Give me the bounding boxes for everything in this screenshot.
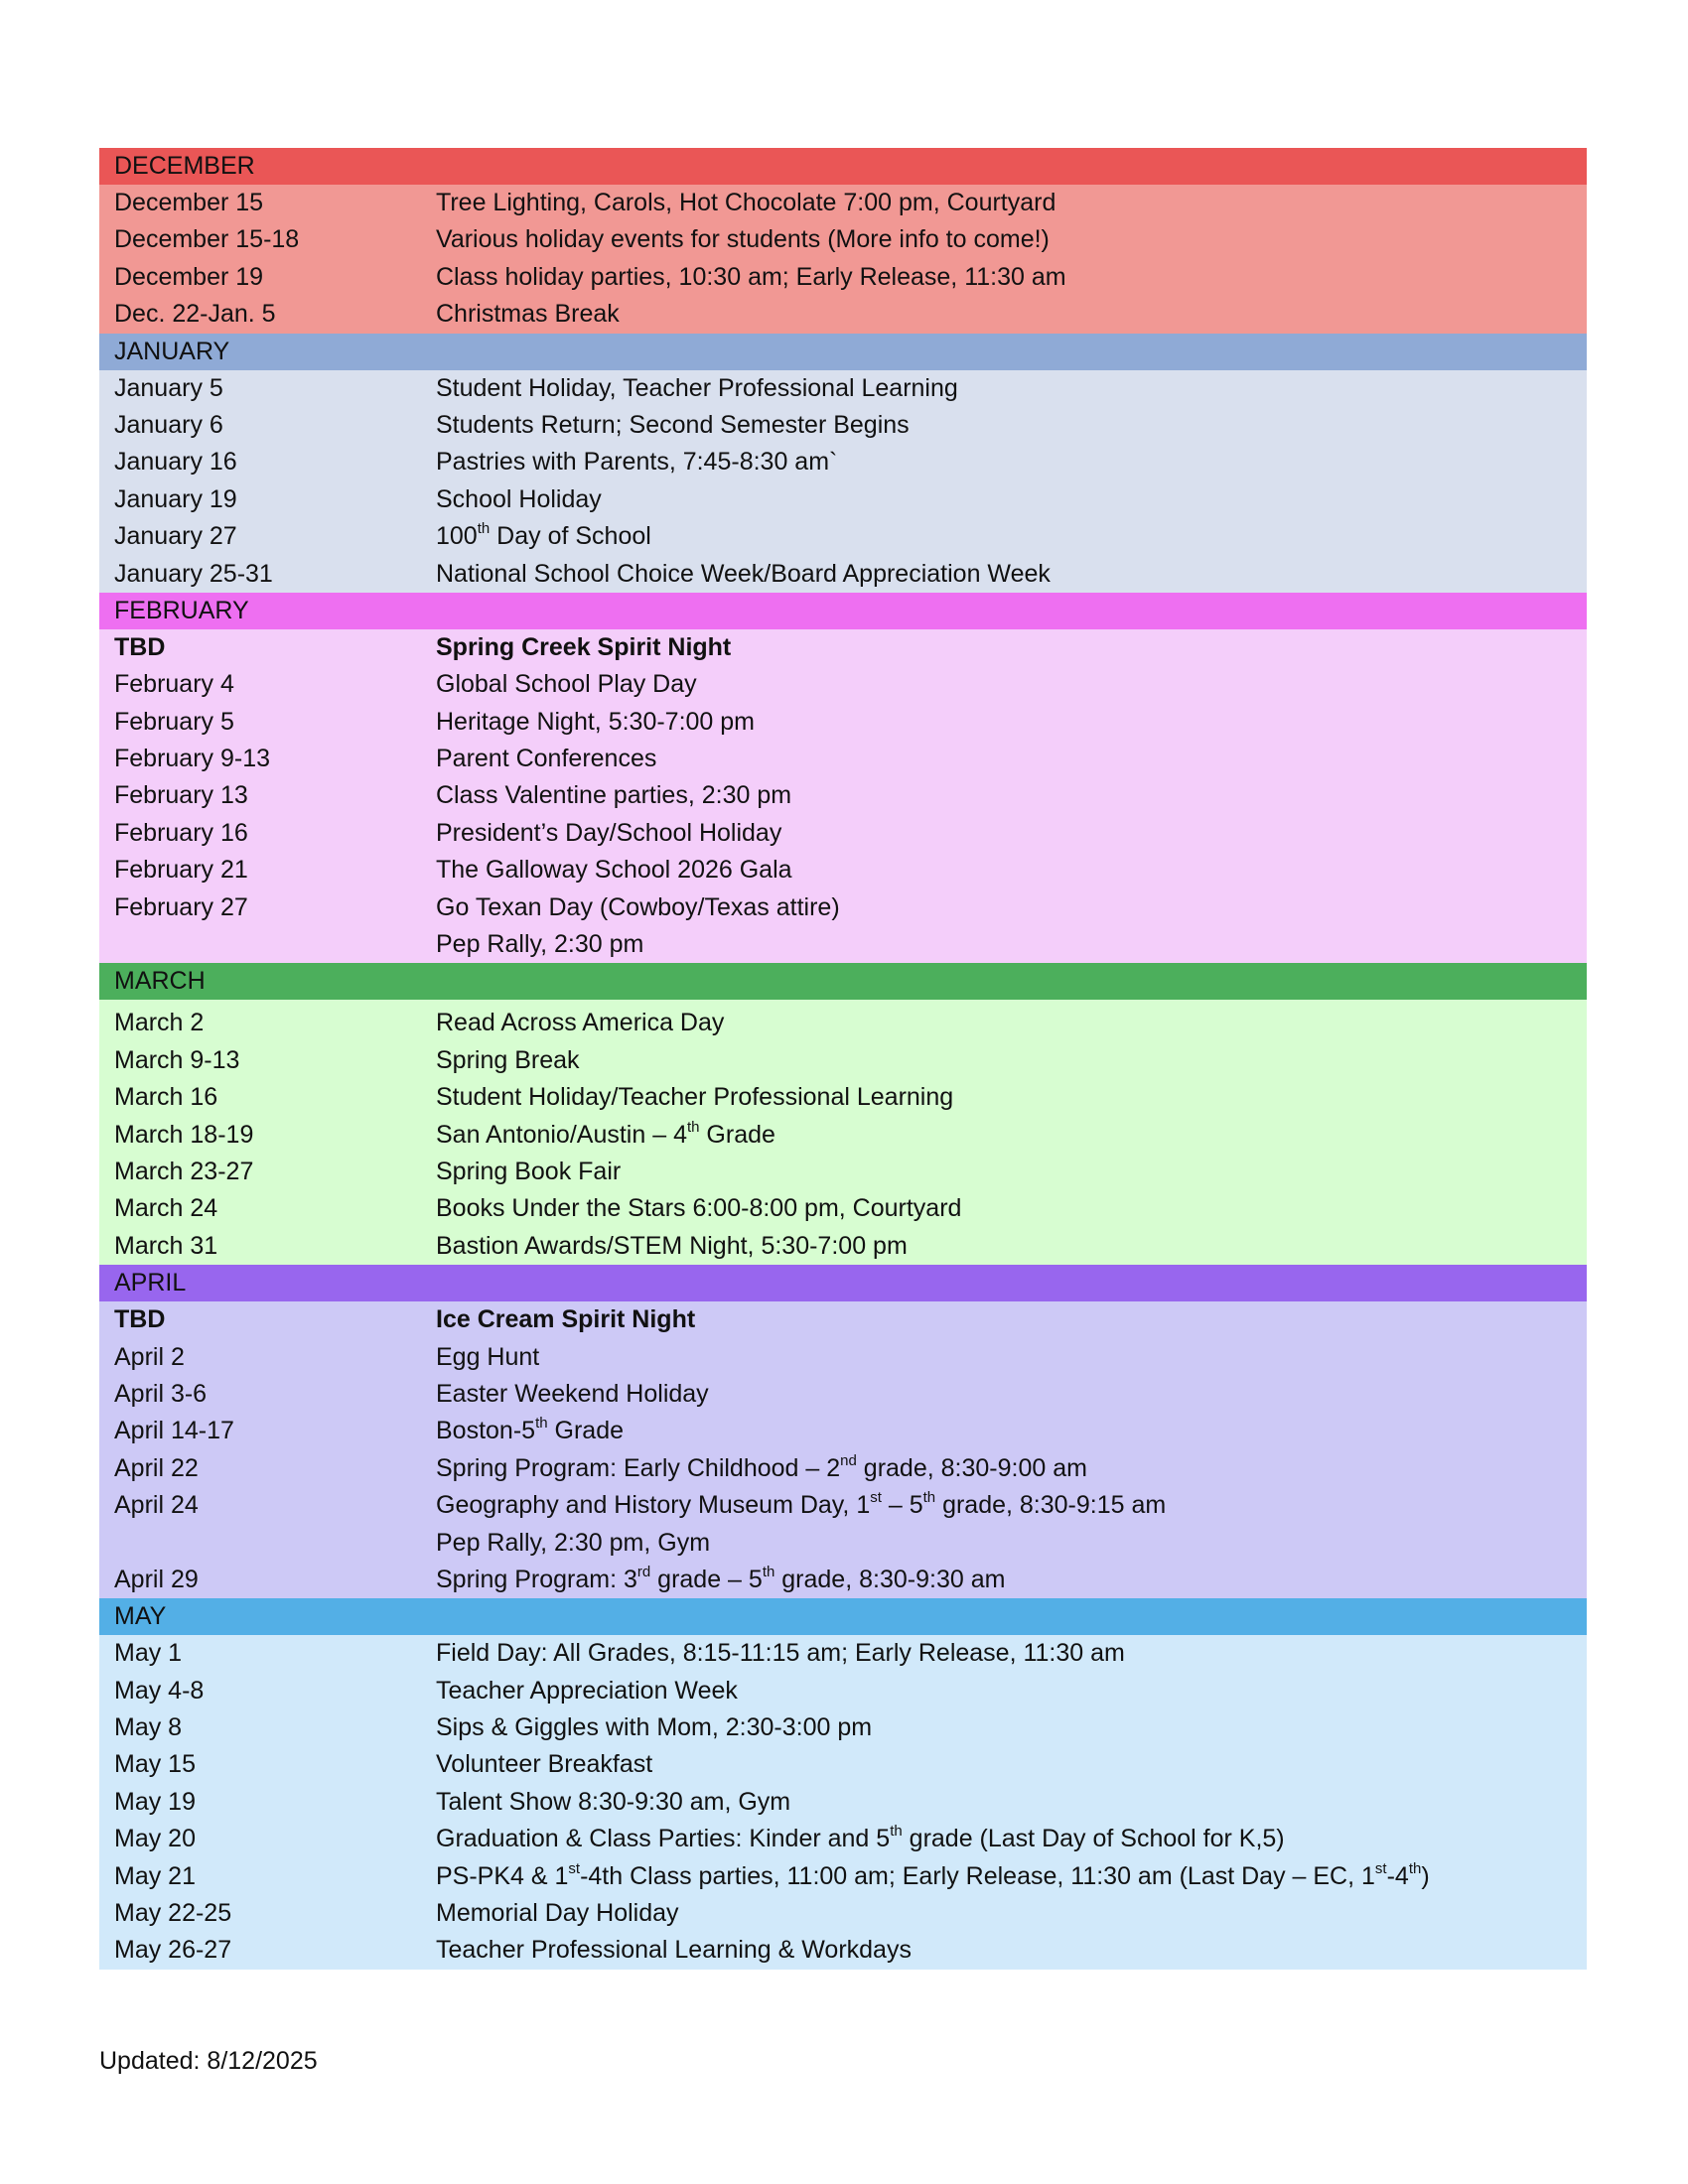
event-description: Bastion Awards/STEM Night, 5:30-7:00 pm	[436, 1231, 908, 1260]
event-description: Field Day: All Grades, 8:15-11:15 am; Early Release, 11:30 am	[436, 1639, 1125, 1668]
month-events	[99, 1635, 1587, 1970]
event-date: March 23-27	[114, 1157, 254, 1185]
event-date: February 21	[114, 856, 248, 885]
event-text: 100	[436, 522, 478, 551]
event-description: Ice Cream Spirit Night	[436, 1305, 696, 1334]
event-description: Pep Rally, 2:30 pm	[436, 930, 644, 959]
event-description: Spring Book Fair	[436, 1157, 622, 1185]
month-section-january	[99, 334, 1587, 593]
event-description: Talent Show 8:30-9:30 am, Gym	[436, 1787, 791, 1816]
event-description: Spring Creek Spirit Night	[436, 632, 732, 661]
event-date: April 2	[114, 1342, 185, 1371]
event-row	[99, 1154, 1587, 1190]
event-text: )	[1421, 1861, 1430, 1890]
event-description: Various holiday events for students (More info to come!)	[436, 225, 1050, 254]
event-date: May 15	[114, 1750, 196, 1779]
month-header: JANUARY	[99, 334, 1587, 370]
event-row	[99, 1673, 1587, 1709]
event-text: – 5	[881, 1491, 923, 1520]
event-row	[99, 1301, 1587, 1338]
ordinal-suffix: th	[477, 519, 491, 537]
event-row	[99, 1635, 1587, 1672]
event-row	[99, 518, 1587, 555]
event-row	[99, 296, 1587, 333]
event-description: President’s Day/School Holiday	[436, 818, 782, 847]
event-row	[99, 815, 1587, 852]
event-description: Tree Lighting, Carols, Hot Chocolate 7:00 pm, Courtyard	[436, 189, 1056, 216]
event-date: January 16	[114, 448, 237, 477]
event-description: Heritage Night, 5:30-7:00 pm	[436, 707, 756, 736]
event-date: December 19	[114, 262, 264, 291]
event-row	[99, 185, 1587, 221]
event-description: Egg Hunt	[436, 1342, 540, 1371]
ordinal-suffix: th	[762, 1563, 775, 1580]
event-date: February 27	[114, 892, 248, 921]
month-events	[99, 1301, 1587, 1598]
event-description: Books Under the Stars 6:00-8:00 pm, Courtyard	[436, 1194, 962, 1223]
event-row	[99, 407, 1587, 444]
event-date: May 8	[114, 1713, 183, 1742]
event-date: January 19	[114, 484, 237, 513]
event-row	[99, 926, 1587, 963]
event-description: Class holiday parties, 10:30 am; Early Release, 11:30 am	[436, 262, 1066, 291]
event-text: -4	[1386, 1861, 1409, 1890]
event-description	[436, 1413, 1587, 1449]
event-description: School Holiday	[436, 484, 602, 513]
event-date: May 22-25	[114, 1899, 232, 1928]
event-row	[99, 1042, 1587, 1079]
event-row	[99, 1079, 1587, 1116]
ordinal-suffix: nd	[840, 1451, 857, 1469]
event-text: Grade	[547, 1417, 625, 1445]
event-description: Class Valentine parties, 2:30 pm	[436, 781, 792, 810]
event-date: March 16	[114, 1083, 218, 1112]
event-description: Student Holiday/Teacher Professional Learning	[436, 1083, 954, 1112]
event-text: Grade	[699, 1120, 775, 1149]
event-row	[99, 1562, 1587, 1598]
event-row	[99, 1339, 1587, 1376]
month-header: MAY	[99, 1598, 1587, 1635]
event-row	[99, 481, 1587, 518]
event-description: Parent Conferences	[436, 745, 657, 773]
event-date: April 14-17	[114, 1417, 234, 1445]
school-calendar	[99, 148, 1587, 1970]
event-description	[436, 1821, 1587, 1857]
event-date: April 29	[114, 1565, 199, 1593]
month-section-december	[99, 148, 1587, 334]
event-date: March 31	[114, 1231, 218, 1260]
month-events	[99, 1000, 1587, 1265]
month-section-february	[99, 593, 1587, 964]
event-date: TBD	[114, 632, 166, 661]
month-events	[99, 629, 1587, 964]
event-description: Students Return; Second Semester Begins	[436, 410, 910, 439]
month-section-april	[99, 1265, 1587, 1598]
month-header: FEBRUARY	[99, 593, 1587, 629]
ordinal-suffix: th	[890, 1822, 903, 1840]
event-row	[99, 1821, 1587, 1857]
event-description: Sips & Giggles with Mom, 2:30-3:00 pm	[436, 1713, 873, 1742]
event-date: January 5	[114, 373, 223, 402]
event-row	[99, 1228, 1587, 1265]
ordinal-suffix: th	[686, 1118, 700, 1136]
event-row	[99, 444, 1587, 480]
event-row	[99, 1709, 1587, 1746]
event-date: April 22	[114, 1453, 199, 1482]
event-row	[99, 1450, 1587, 1487]
event-description: Memorial Day Holiday	[436, 1899, 679, 1928]
event-text: PS-PK4 & 1	[436, 1861, 569, 1890]
event-row	[99, 889, 1587, 926]
month-section-may	[99, 1598, 1587, 1970]
event-text: Day of School	[490, 522, 651, 551]
event-description: Christmas Break	[436, 300, 620, 329]
event-date: February 13	[114, 781, 248, 810]
event-date: April 24	[114, 1491, 199, 1520]
event-date	[99, 1525, 436, 1562]
month-events	[99, 370, 1587, 593]
event-description: National School Choice Week/Board Appreciation Week	[436, 559, 1051, 588]
ordinal-suffix: st	[568, 1859, 581, 1877]
event-row	[99, 704, 1587, 741]
event-date: March 18-19	[114, 1120, 254, 1149]
event-row	[99, 1487, 1587, 1524]
event-date: February 4	[114, 670, 234, 699]
event-description	[436, 1487, 1587, 1524]
ordinal-suffix: rd	[636, 1563, 651, 1580]
event-row	[99, 259, 1587, 296]
event-description: Pastries with Parents, 7:45-8:30 am`	[436, 448, 838, 477]
event-date: May 19	[114, 1787, 196, 1816]
event-date: January 6	[114, 410, 223, 439]
event-row	[99, 1858, 1587, 1895]
event-row	[99, 1413, 1587, 1449]
month-header: APRIL	[99, 1265, 1587, 1301]
event-date: March 24	[114, 1194, 218, 1223]
event-description	[436, 1858, 1587, 1895]
month-events	[99, 185, 1587, 334]
event-row	[99, 666, 1587, 703]
event-date: February 16	[114, 818, 248, 847]
event-description: Go Texan Day (Cowboy/Texas attire)	[436, 892, 840, 921]
event-description	[436, 1562, 1587, 1598]
event-text: grade, 8:30-9:00 am	[856, 1453, 1087, 1482]
event-text: Boston-5	[436, 1417, 536, 1445]
event-date: January 25-31	[114, 559, 273, 588]
event-date: March 2	[114, 1009, 205, 1037]
event-date: January 27	[114, 522, 237, 551]
event-date: March 9-13	[114, 1045, 240, 1074]
event-row	[99, 1525, 1587, 1562]
event-date	[99, 926, 436, 963]
event-text: grade, 8:30-9:30 am	[774, 1565, 1006, 1593]
event-row	[99, 777, 1587, 814]
event-description: Student Holiday, Teacher Professional Learning	[436, 373, 958, 402]
event-row	[99, 1005, 1587, 1041]
event-description: Volunteer Breakfast	[436, 1750, 653, 1779]
event-text: -4th Class parties, 11:00 am; Early Release, 11:30 am (Last Day – EC, 1	[580, 1861, 1375, 1890]
event-text: Spring Program: Early Childhood – 2	[436, 1453, 841, 1482]
event-date: May 26-27	[114, 1936, 232, 1965]
event-text: San Antonio/Austin – 4	[436, 1120, 687, 1149]
event-text: grade – 5	[650, 1565, 763, 1593]
updated-note: Updated: 8/12/2025	[99, 2047, 318, 2075]
event-description	[436, 1450, 1587, 1487]
event-description	[436, 518, 1587, 555]
event-row	[99, 370, 1587, 407]
event-description: The Galloway School 2026 Gala	[436, 856, 792, 885]
event-description: Pep Rally, 2:30 pm, Gym	[436, 1528, 711, 1557]
event-description: Easter Weekend Holiday	[436, 1379, 709, 1408]
event-date: February 5	[114, 707, 234, 736]
event-row	[99, 221, 1587, 258]
event-date: February 9-13	[114, 745, 271, 773]
event-row	[99, 1784, 1587, 1821]
ordinal-suffix: st	[1374, 1859, 1387, 1877]
event-date: December 15-18	[114, 225, 300, 254]
event-description: Teacher Appreciation Week	[436, 1676, 738, 1705]
event-description	[436, 1117, 1587, 1154]
event-row	[99, 1117, 1587, 1154]
event-date: December 15	[114, 189, 264, 216]
ordinal-suffix: th	[1408, 1859, 1422, 1877]
event-date: Dec. 22-Jan. 5	[114, 300, 276, 329]
event-row	[99, 629, 1587, 666]
ordinal-suffix: th	[922, 1488, 936, 1506]
event-description: Teacher Professional Learning & Workdays	[436, 1936, 912, 1965]
event-description: Global School Play Day	[436, 670, 697, 699]
event-text: grade (Last Day of School for K,5)	[902, 1825, 1285, 1853]
event-row	[99, 1190, 1587, 1227]
event-row	[99, 1376, 1587, 1413]
event-date: May 1	[114, 1639, 183, 1668]
ordinal-suffix: th	[535, 1415, 548, 1433]
event-date: May 21	[114, 1861, 196, 1890]
month-header: DECEMBER	[99, 148, 1587, 185]
event-row	[99, 741, 1587, 777]
event-row	[99, 556, 1587, 593]
event-text: grade, 8:30-9:15 am	[935, 1491, 1167, 1520]
event-date: April 3-6	[114, 1379, 208, 1408]
event-text: Spring Program: 3	[436, 1565, 637, 1593]
event-row	[99, 1895, 1587, 1932]
event-row	[99, 1746, 1587, 1783]
event-description: Spring Break	[436, 1045, 580, 1074]
event-date: May 20	[114, 1825, 196, 1853]
event-date: May 4-8	[114, 1676, 205, 1705]
event-date: TBD	[114, 1305, 166, 1334]
event-text: Geography and History Museum Day, 1	[436, 1491, 871, 1520]
event-row	[99, 1932, 1587, 1969]
event-description: Read Across America Day	[436, 1009, 725, 1037]
event-row	[99, 852, 1587, 888]
event-text: Graduation & Class Parties: Kinder and 5	[436, 1825, 891, 1853]
month-section-march	[99, 963, 1587, 1265]
month-header: MARCH	[99, 963, 1587, 1000]
ordinal-suffix: st	[870, 1488, 882, 1506]
